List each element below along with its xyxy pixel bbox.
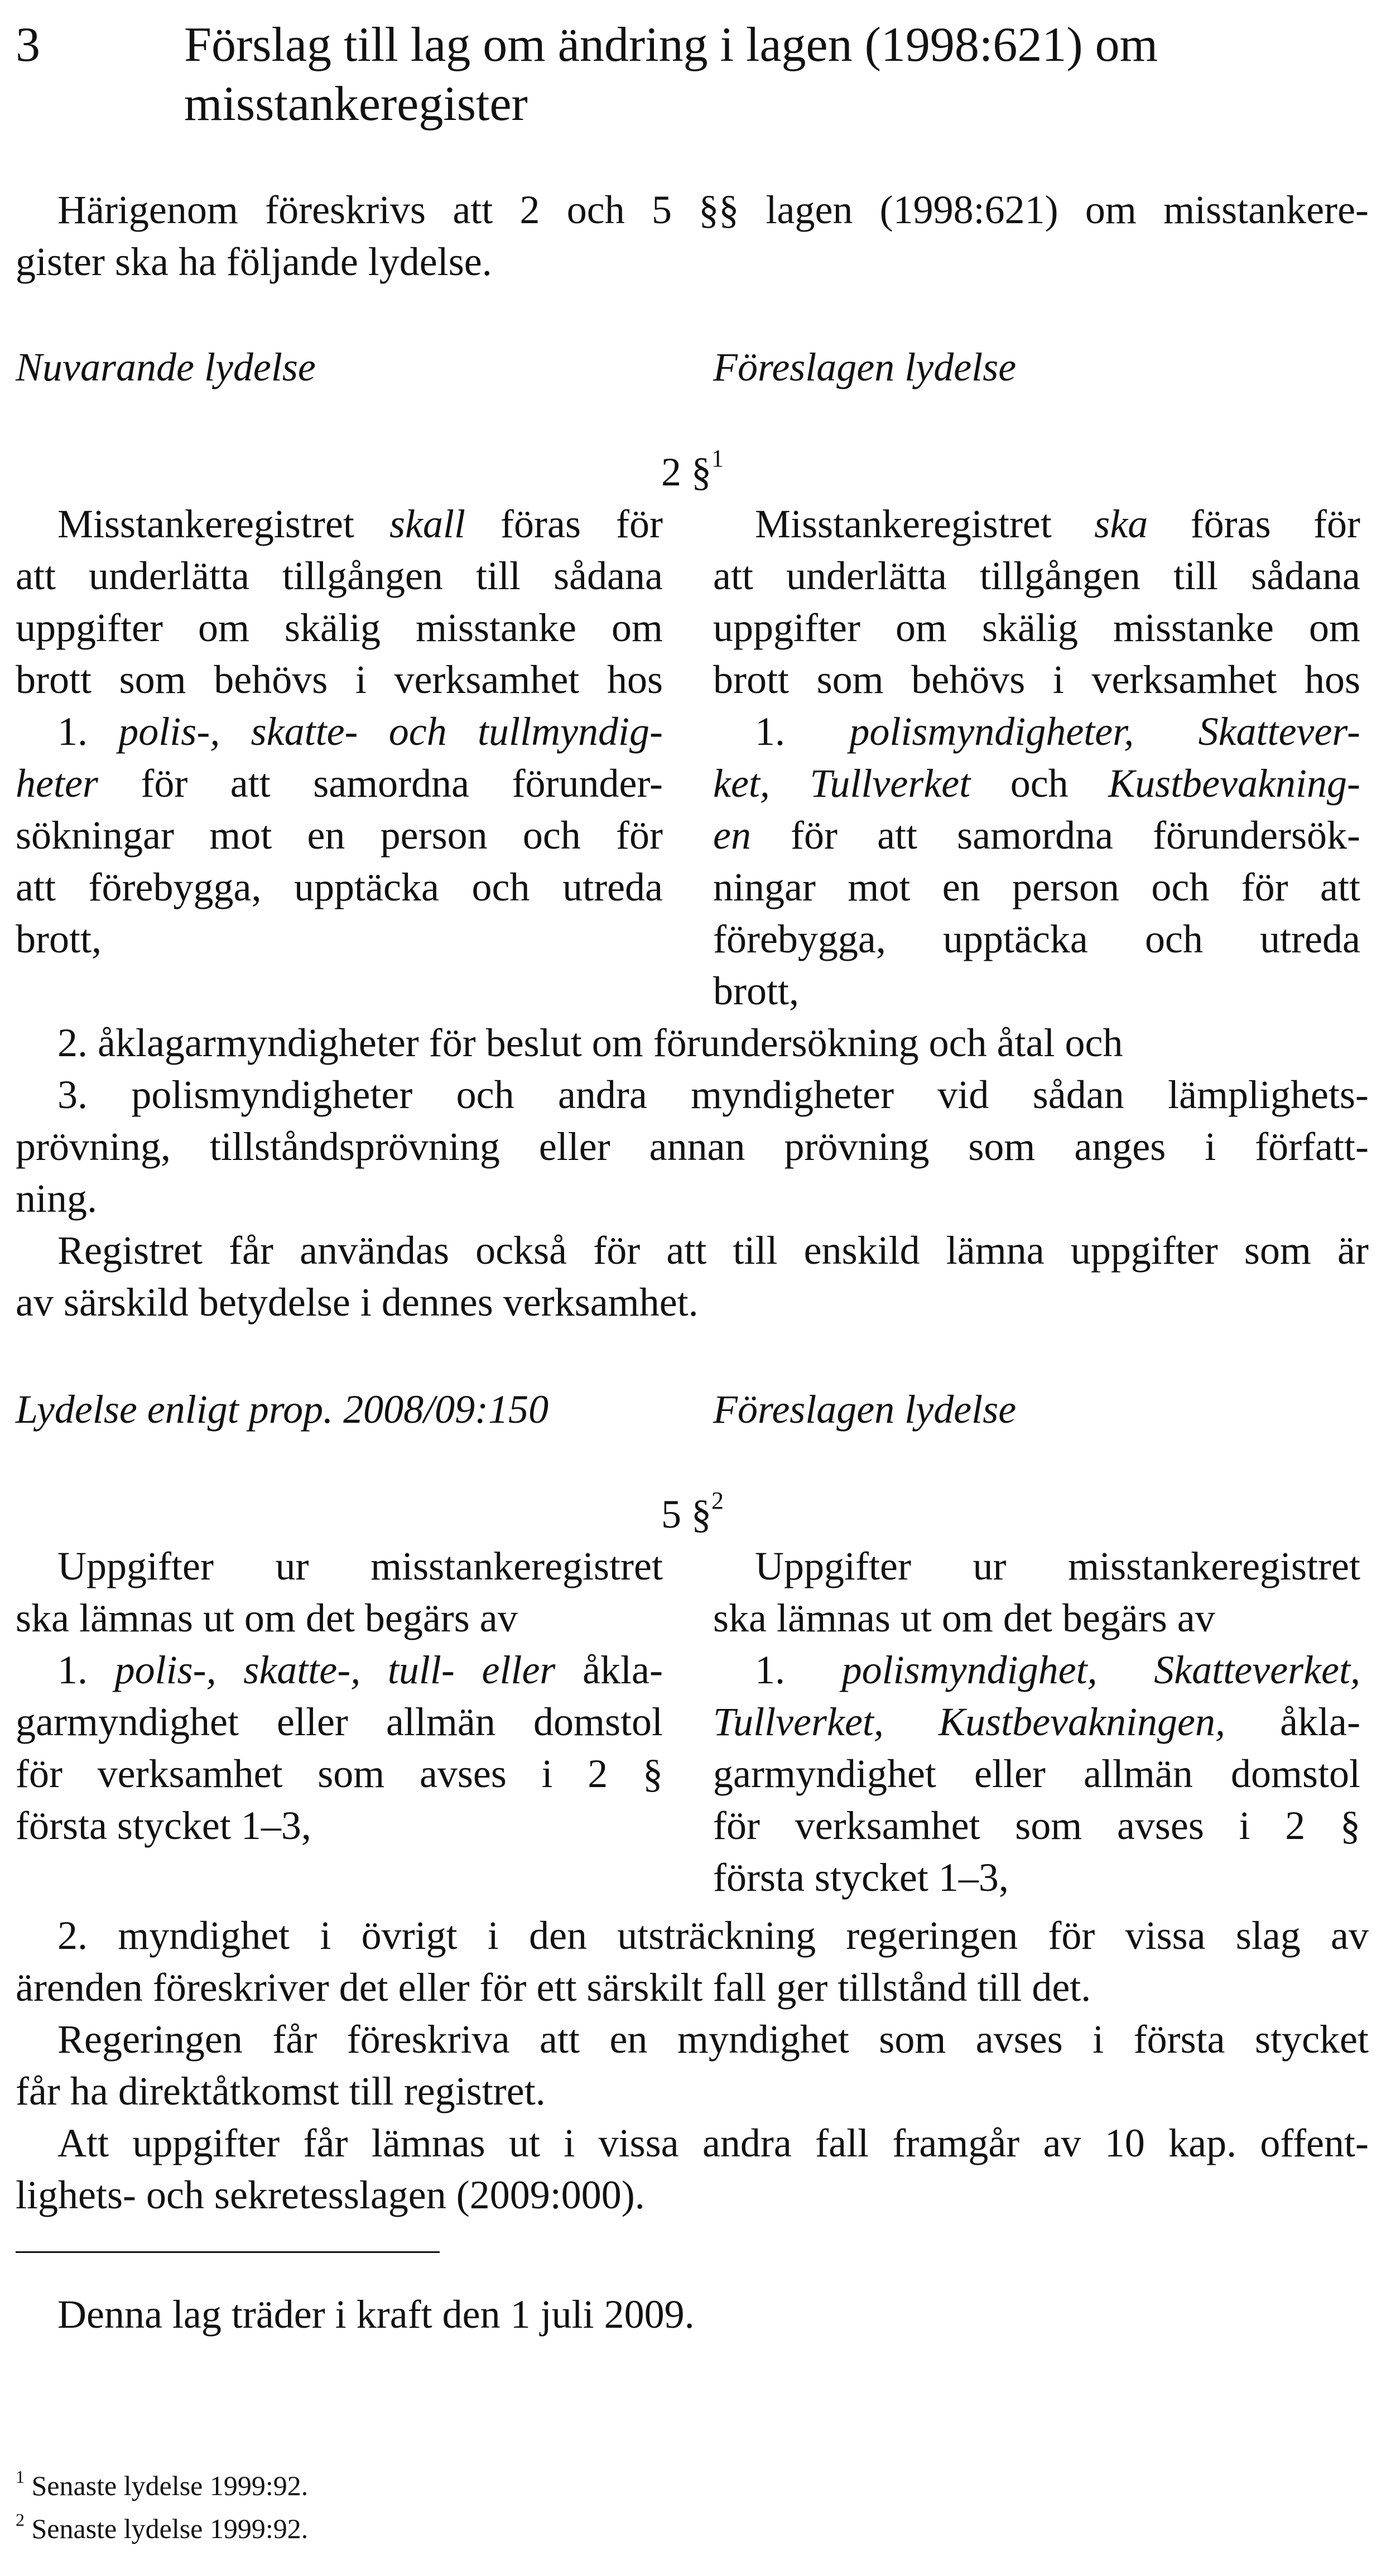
- changed-text: skall: [389, 502, 465, 546]
- text-line: Uppgifter ur misstankeregistret: [755, 1544, 1360, 1588]
- footnote-text: Senaste lydelse 1999:92.: [31, 2470, 309, 2501]
- footnote-number: 2: [16, 2510, 25, 2530]
- text-line: 1. polismyndigheter, Skattever-: [755, 709, 1360, 754]
- footnote-number: 1: [16, 2467, 25, 2487]
- text-line: lighets- och sekretesslagen (2009:000).: [16, 2173, 645, 2217]
- text-line: Regeringen får föreskriva att en myndighet som avses i första stycket: [57, 2017, 1369, 2062]
- section-title-line2: misstankeregister: [184, 77, 528, 131]
- left-column-text: [16, 498, 663, 965]
- right-column-heading: Föreslagen lydelse: [713, 1387, 1017, 1432]
- text-line: att förebygga, upptäcka och utreda: [16, 865, 663, 909]
- text-line: Misstankeregistret skall föras för: [57, 502, 663, 546]
- intro-line: Härigenom föreskrivs att 2 och 5 §§ lagen (1998:621) om misstankere-: [57, 187, 1369, 232]
- footnote: [16, 2511, 308, 2546]
- text-line: att underlätta tillgången till sådana: [713, 553, 1360, 598]
- changed-text: heter: [16, 761, 98, 806]
- text-line: får ha direktåtkomst till registret.: [16, 2069, 546, 2113]
- changed-text: Tullverket, Kustbevakningen,: [713, 1699, 1225, 1744]
- text-line: Uppgifter ur misstankeregistret: [57, 1544, 663, 1588]
- right-column-text: [713, 1540, 1360, 1904]
- footnote-ref: 2: [711, 1487, 724, 1514]
- paragraph-number-text: 5 §: [661, 1492, 711, 1537]
- text-line: sökningar mot en person och för: [16, 813, 663, 858]
- right-column-text: [713, 498, 1360, 1017]
- intro-line: gister ska ha följande lydelse.: [16, 239, 492, 284]
- footnote-ref: 1: [711, 445, 724, 472]
- text-line: att underlätta tillgången till sådana: [16, 553, 663, 598]
- text-line: brott,: [16, 917, 102, 961]
- intro-paragraph: [16, 184, 1369, 288]
- left-column-heading: Lydelse enligt prop. 2008/09:150: [16, 1387, 549, 1432]
- text-line: Misstankeregistret ska föras för: [755, 502, 1360, 546]
- text-line: heter för att samordna förunder-: [16, 761, 663, 806]
- text-line: 2. myndighet i övrigt i den utsträckning regeringen för vissa slag av: [57, 1913, 1369, 1958]
- text-line: uppgifter om skälig misstanke om: [713, 605, 1360, 650]
- text-line: brott som behövs i verksamhet hos: [16, 657, 663, 702]
- text-line: Registret får användas också för att till enskild lämna uppgifter som är: [57, 1228, 1369, 1273]
- text-line: 1. polismyndighet, Skatteverket,: [755, 1648, 1360, 1692]
- footnote-text: Senaste lydelse 1999:92.: [31, 2513, 309, 2544]
- text-line: uppgifter om skälig misstanke om: [16, 605, 663, 650]
- footnote: [16, 2468, 308, 2503]
- text-line: förebygga, upptäcka och utreda: [713, 917, 1360, 961]
- text-line: ärenden föreskriver det eller för ett särskilt fall ger tillstånd till det.: [16, 1965, 1091, 2010]
- changed-text: ket, Tullverket: [713, 761, 971, 806]
- text-line: ning.: [16, 1176, 98, 1221]
- changed-text: en: [713, 813, 751, 858]
- text-line: ningar mot en person och för att: [713, 865, 1360, 909]
- text-line: brott,: [713, 969, 799, 1013]
- text-line: ket, Tullverket och Kustbevakning-: [713, 761, 1360, 806]
- text-line: 1. polis-, skatte-, tull- eller åkla-: [57, 1648, 663, 1692]
- changed-text: polismyndigheter, Skattever-: [849, 709, 1360, 754]
- section-number: 3: [16, 18, 40, 72]
- separator-rule: [16, 2251, 440, 2253]
- paragraph-number: [661, 1489, 724, 1540]
- text-line: av särskild betydelse i dennes verksamhet.: [16, 1280, 699, 1325]
- text-line: brott som behövs i verksamhet hos: [713, 657, 1360, 702]
- text-line: första stycket 1–3,: [713, 1855, 1009, 1900]
- text-line: 2. åklagarmyndigheter för beslut om förundersökning och åtal och: [57, 1020, 1123, 1065]
- text-line: Tullverket, Kustbevakningen, åkla-: [713, 1699, 1360, 1744]
- full-width-text: [16, 1910, 1369, 2221]
- section-title-line1: Förslag till lag om ändring i lagen (1998:621) om: [184, 18, 1158, 72]
- text-line: första stycket 1–3,: [16, 1803, 311, 1848]
- right-column-heading: Föreslagen lydelse: [713, 345, 1017, 389]
- text-line: 3. polismyndigheter och andra myndigheter vid sådan lämplighets-: [57, 1072, 1369, 1117]
- text-line: garmyndighet eller allmän domstol: [713, 1751, 1360, 1796]
- paragraph-number: [661, 446, 724, 498]
- text-line: för verksamhet som avses i 2 §: [713, 1803, 1360, 1848]
- text-line: en för att samordna förundersök-: [713, 813, 1360, 858]
- text-line: ska lämnas ut om det begärs av: [713, 1596, 1215, 1640]
- text-line: garmyndighet eller allmän domstol: [16, 1699, 663, 1744]
- text-line: för verksamhet som avses i 2 §: [16, 1751, 663, 1796]
- left-column-text: [16, 1540, 663, 1852]
- changed-text: Kustbevakning-: [1108, 761, 1360, 806]
- text-line: prövning, tillståndsprövning eller annan prövning som anges i författ-: [16, 1124, 1369, 1169]
- changed-text: ska: [1094, 502, 1148, 546]
- paragraph-number-text: 2 §: [661, 450, 711, 494]
- effective-date: Denna lag träder i kraft den 1 juli 2009.: [57, 2292, 695, 2337]
- text-line: 1. polis-, skatte- och tullmyndig-: [57, 709, 663, 754]
- changed-text: polismyndighet, Skatteverket,: [841, 1648, 1360, 1692]
- full-width-text: [16, 1017, 1369, 1328]
- changed-text: polis-, skatte- och tullmyndig-: [118, 709, 663, 754]
- left-column-heading: Nuvarande lydelse: [16, 345, 316, 389]
- text-line: ska lämnas ut om det begärs av: [16, 1596, 518, 1640]
- text-line: Att uppgifter får lämnas ut i vissa andra fall framgår av 10 kap. offent-: [57, 2121, 1369, 2165]
- changed-text: polis-, skatte-, tull- eller: [114, 1648, 556, 1692]
